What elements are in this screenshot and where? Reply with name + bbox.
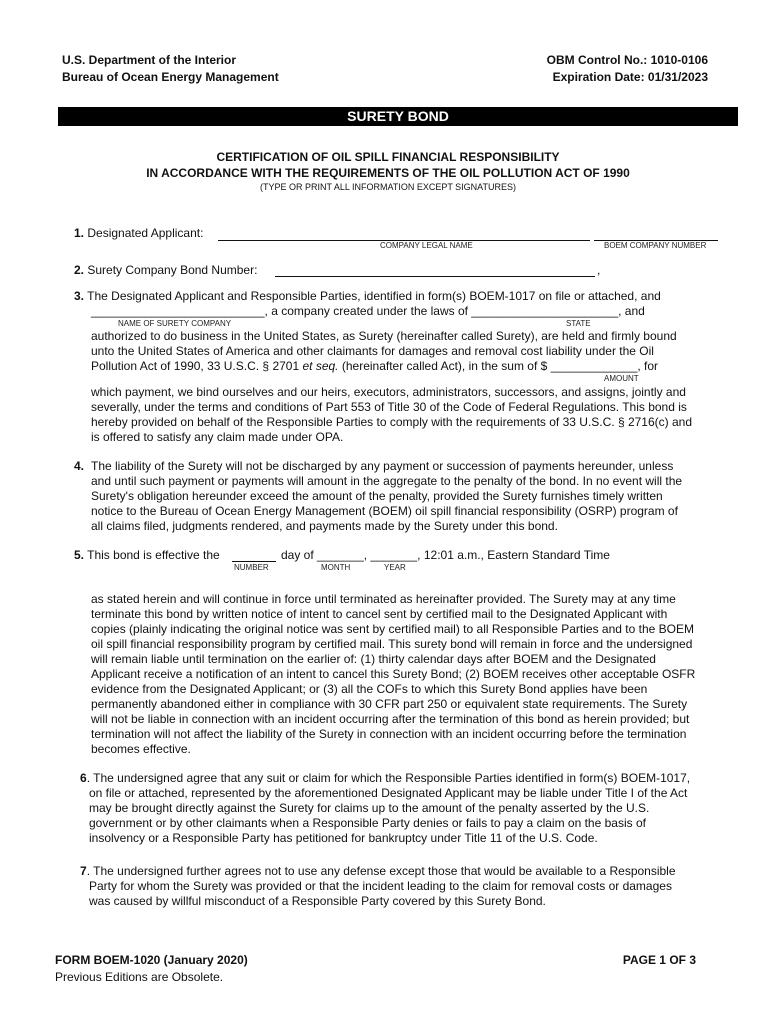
paragraph-line: on file or attached, represented by the aforementioned Designated Applicant may be liable under Title I of the Act xyxy=(89,786,688,800)
section-number: 5. xyxy=(74,548,85,562)
paragraph-line: Applicant receive a notification of an intent to cancel this Surety Bond; (2) BOEM receives other acceptable OSFR xyxy=(91,667,696,681)
boem-company-number-field[interactable] xyxy=(594,228,718,241)
page-number: PAGE 1 OF 3 xyxy=(622,953,696,967)
company-legal-name-caption: COMPANY LEGAL NAME xyxy=(380,241,473,250)
section-3-text: (hereinafter called Act), in the sum of $ _____________, for xyxy=(338,359,659,373)
paragraph-line: will not be liable in connection with an incident occurring after the termination of this bond as herein provided; but xyxy=(91,712,690,726)
paragraph-line: Surety's obligation hereunder exceed the amount of the penalty, provided the Surety furnishes timely written xyxy=(91,489,663,503)
expiration-date: Expiration Date: 01/31/2023 xyxy=(552,70,708,84)
month-caption: MONTH xyxy=(321,563,351,572)
section-4-number xyxy=(74,459,84,474)
paragraph-line: and until such payment or payments will amount in the aggregate to the penalty of the bond. In no event will the xyxy=(91,474,683,488)
form-number: FORM BOEM-1020 (January 2020) xyxy=(55,953,248,967)
section-6-first-line: . The undersigned agree that any suit or claim for which the Responsible Parties identified in form(s) BOEM-1017, xyxy=(86,771,691,785)
obsolete-notice: Previous Editions are Obsolete. xyxy=(55,970,224,984)
day-of-text: day of xyxy=(281,548,314,562)
date-comma: , xyxy=(363,548,368,562)
effective-day-field[interactable] xyxy=(232,549,276,562)
section-7-first-line: . The undersigned further agrees not to use any defense except those that would be available to a Responsible xyxy=(86,864,676,878)
section-number: 4. xyxy=(74,459,85,473)
paragraph-line: will remain liable until termination on the earlier of: (1) thirty calendar days after BOEM and the Designated xyxy=(91,652,656,666)
section-7-text xyxy=(80,864,676,909)
paragraph-line xyxy=(80,864,676,879)
company-legal-name-field[interactable] xyxy=(218,228,590,241)
paragraph-line: copies (plainly indicating the original notice was sent by certified mail) to all Responsible Parties and to the BOEM xyxy=(91,622,694,636)
section-6-text xyxy=(80,771,690,846)
effective-time-text: , 12:01 a.m., Eastern Standard Time xyxy=(417,548,610,562)
section-3-line-5 xyxy=(91,359,658,374)
section-number: 3. xyxy=(74,289,85,303)
paragraph-line: Party for whom the Surety was provided or that the incident leading to the claim for removal costs or damages xyxy=(89,879,672,893)
omb-control-number: OBM Control No.: 1010-0106 xyxy=(546,53,708,67)
year-caption: YEAR xyxy=(384,563,406,572)
paragraph-line: as stated herein and will continue in force until terminated as hereinafter provided. The Surety may at any time xyxy=(91,592,676,606)
paragraph-line: oil spill financial responsibility program by certified mail. This surety bond will remain in force and the undersigned xyxy=(91,637,693,651)
section-3-line-3: authorized to do business in the United States, as Surety (hereinafter called Surety), are held and firmly bound xyxy=(91,329,677,343)
section-2 xyxy=(74,263,257,278)
paragraph-line: government or by other claimants when a Responsible Party denies or fails to pay a claim on the basis of xyxy=(89,816,646,830)
paragraph-line: all claims filed, judgments rendered, and payments made by the Surety under this bond. xyxy=(91,519,558,533)
boem-company-number-caption: BOEM COMPANY NUMBER xyxy=(604,241,707,250)
department-name: U.S. Department of the Interior xyxy=(62,53,237,67)
amount-caption: AMOUNT xyxy=(604,374,639,383)
effective-date-rest xyxy=(281,548,610,563)
paragraph-line: was caused by willful misconduct of a Responsible Party covered by this Surety Bond. xyxy=(89,894,546,908)
section-3-text: Pollution Act of 1990, 33 U.S.C. § 2701 xyxy=(91,359,303,373)
section-4-text xyxy=(91,459,682,534)
bureau-name: Bureau of Ocean Energy Management xyxy=(62,70,279,84)
section-number: 2. xyxy=(74,263,85,277)
paragraph-line: termination will not affect the liability of the Surety in connection with an incident occurring before the termination xyxy=(91,727,687,741)
section-1 xyxy=(74,226,203,241)
section-3-text: The Designated Applicant and Responsible Parties, identified in form(s) BOEM-1017 on file or attached, and xyxy=(87,289,661,303)
paragraph-line: may be brought directly against the Surety for claims up to the amount of the penalty asserted by the U.S. xyxy=(89,801,650,815)
effective-year-field[interactable]: _______ xyxy=(370,548,418,562)
section-number: 6 xyxy=(80,771,87,785)
et-seq-text: et seq. xyxy=(302,359,339,373)
paragraph-line: becomes effective. xyxy=(91,742,191,756)
section-3-line-6: which payment, we bind ourselves and our heirs, executors, administrators, successors, and assigns, jointly and xyxy=(91,385,686,399)
paragraph-line: evidence from the Designated Applicant; or (3) all the COFs to which this Surety Bond applies have been xyxy=(91,682,648,696)
section-3-line-7: severally, under the terms and conditions of Part 553 of Title 30 of the Code of Federal Regulations. This bond is xyxy=(91,400,687,414)
section-3-line-8: hereby provided on behalf of the Responsible Parties to comply with the requirements of 33 U.S.C. § 2716(c) and xyxy=(91,415,693,429)
section-3-line-1 xyxy=(74,289,661,304)
effective-month-field[interactable]: _______ xyxy=(317,548,364,562)
cert-line-2: IN ACCORDANCE WITH THE REQUIREMENTS OF THE OIL POLLUTION ACT OF 1990 xyxy=(146,166,630,180)
paragraph-line: terminate this bond by written notice of intent to cancel sent by certified mail to the Designated Applicant with xyxy=(91,607,668,621)
bond-number-label: Surety Company Bond Number: xyxy=(87,263,258,277)
section-number: 1. xyxy=(74,226,85,240)
section-3-line-2: __________________________, a company created under the laws of ______________________, and xyxy=(91,304,645,318)
paragraph-line: notice to the Bureau of Ocean Energy Management (BOEM) oil spill financial responsibility (OSRP) program of xyxy=(91,504,678,518)
paragraph-line xyxy=(80,771,690,786)
section-3-line-9: is offered to satisfy any claim made under OPA. xyxy=(91,430,344,444)
effective-date-intro: This bond is effective the xyxy=(87,548,220,562)
agency-header xyxy=(62,52,279,86)
designated-applicant-label: Designated Applicant: xyxy=(87,226,204,240)
form-title-bar: SURETY BOND xyxy=(58,107,738,126)
cert-instruction: (TYPE OR PRINT ALL INFORMATION EXCEPT SIGNATURES) xyxy=(259,182,517,192)
surety-name-caption: NAME OF SURETY COMPANY xyxy=(118,319,232,328)
control-header xyxy=(547,52,708,86)
paragraph-line: insolvency or a Responsible Party has petitioned for bankruptcy under Title 11 of the U.S. Code. xyxy=(89,831,598,845)
section-3-line-4: unto the United States of America and other claimants for damages and removal cost liability under the Oil xyxy=(91,344,654,358)
state-caption: STATE xyxy=(566,319,591,328)
paragraph-line: The liability of the Surety will not be discharged by any payment or succession of payments hereunder, unless xyxy=(91,459,674,473)
paragraph-line: permanently abandoned either in compliance with 30 CFR part 250 or equivalent state requirements. The Surety xyxy=(91,697,688,711)
section-5-text xyxy=(91,592,695,757)
bond-number-comma: , xyxy=(597,263,601,277)
section-5-line xyxy=(74,548,220,563)
section-number: 7 xyxy=(80,864,87,878)
number-caption: NUMBER xyxy=(234,563,269,572)
form-footer xyxy=(55,952,248,986)
bond-number-field[interactable] xyxy=(275,264,595,277)
cert-line-1: CERTIFICATION OF OIL SPILL FINANCIAL RESPONSIBILITY xyxy=(216,150,560,164)
certification-heading xyxy=(58,149,718,193)
